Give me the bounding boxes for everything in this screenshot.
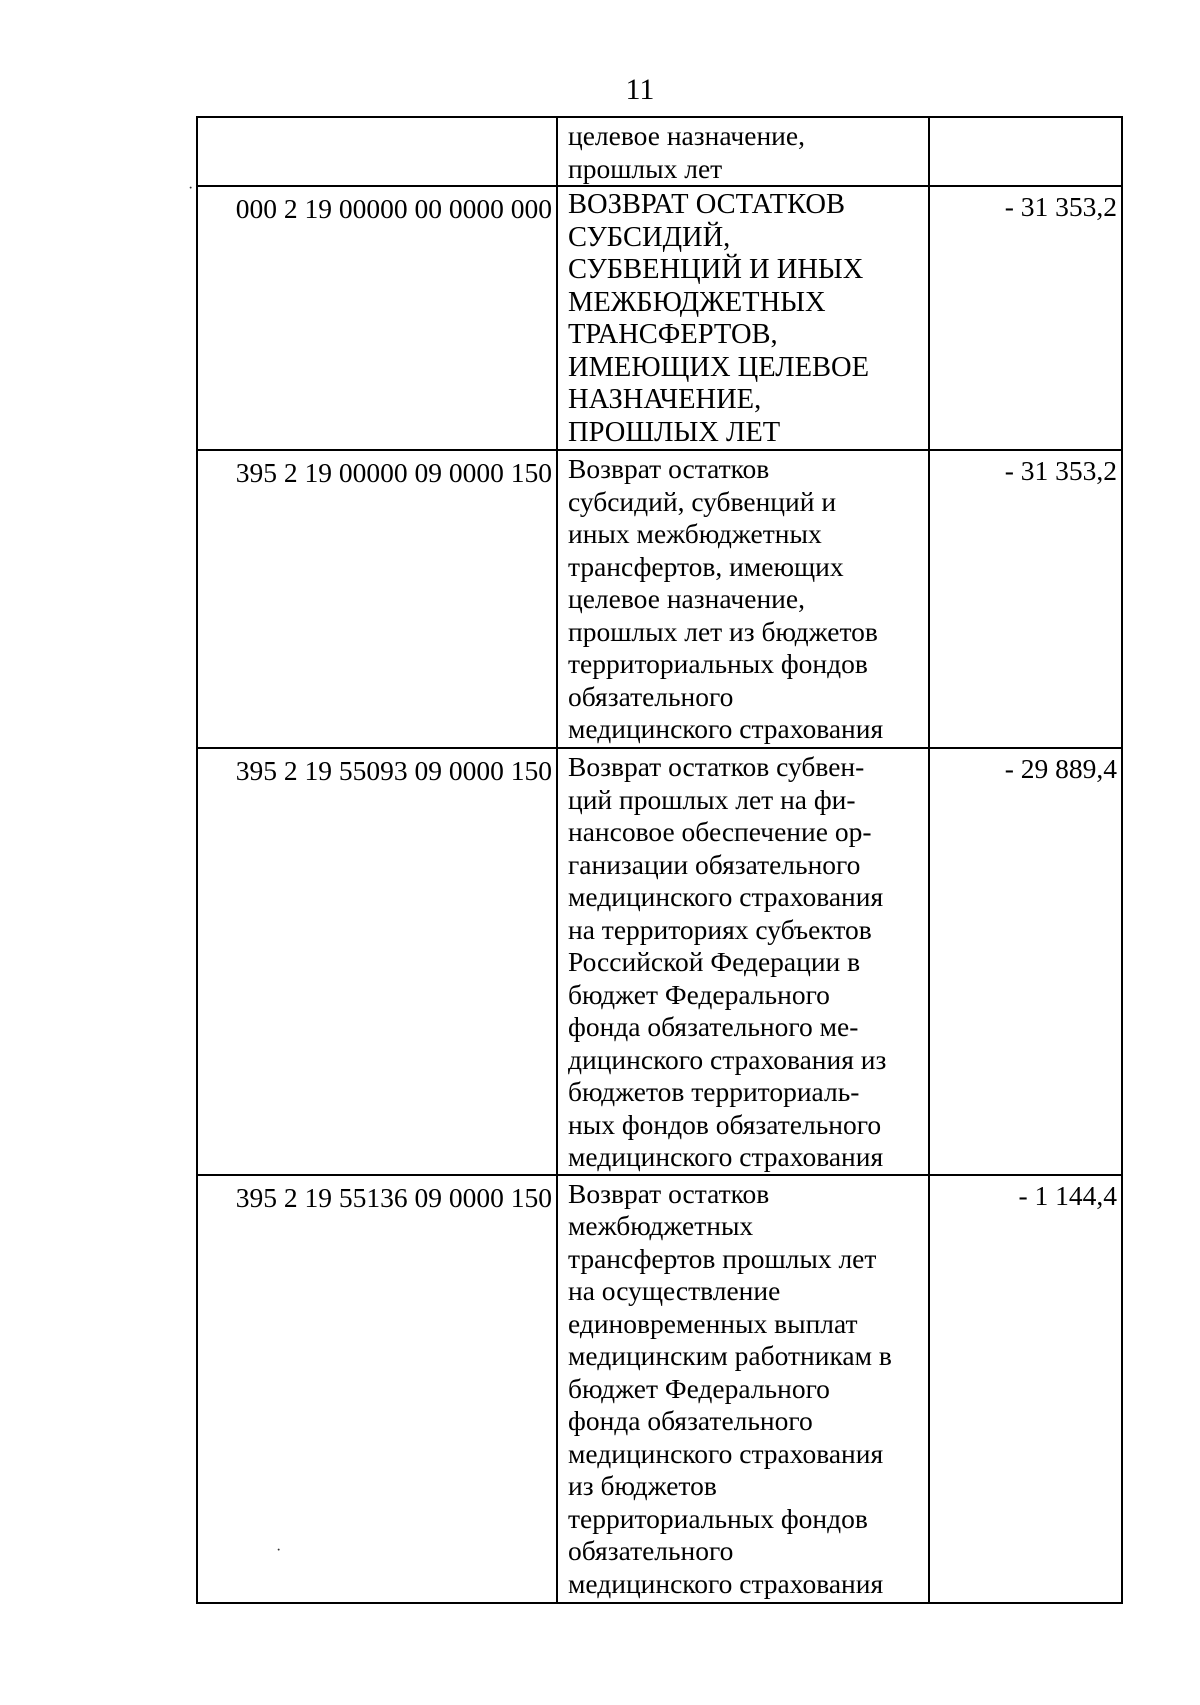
description-line: фонда обязательного bbox=[568, 1405, 813, 1436]
description-line: медицинским работникам в bbox=[568, 1340, 892, 1371]
amount-cell bbox=[929, 117, 1122, 186]
description-line: ТРАНСФЕРТОВ, bbox=[568, 319, 778, 350]
description-line: Российской Федерации в bbox=[568, 946, 861, 977]
description-line: целевое назначение, bbox=[568, 583, 805, 614]
description-line: прошлых лет bbox=[568, 152, 723, 184]
amount-cell: - 29 889,4 bbox=[929, 748, 1122, 1175]
description-line: Возврат остатков bbox=[568, 453, 770, 484]
budget-code-cell: 395 2 19 00000 09 0000 150 bbox=[197, 450, 557, 748]
table-row bbox=[197, 1175, 1122, 1603]
description-line: обязательного bbox=[568, 680, 734, 712]
table-row bbox=[197, 186, 1122, 450]
revenue-table bbox=[196, 116, 1123, 1604]
description-line: медицинского страхования bbox=[568, 1141, 884, 1172]
description-line: дицинского страхования из bbox=[568, 1043, 887, 1075]
description-line: ных фондов обязательного bbox=[568, 1108, 882, 1140]
description-line: ПРОШЛЫХ ЛЕТ bbox=[568, 416, 781, 448]
description-line: территориальных фондов bbox=[568, 1502, 868, 1534]
description-line: из бюджетов bbox=[568, 1470, 717, 1501]
description-line: бюджетов территориаль- bbox=[568, 1076, 860, 1107]
description-line: прошлых лет из бюджетов bbox=[568, 615, 878, 647]
description-line: нансовое обеспечение ор- bbox=[568, 816, 872, 847]
description-line: медицинского страхования bbox=[568, 881, 884, 912]
description-line: ганизации обязательного bbox=[568, 848, 861, 880]
budget-code-cell bbox=[197, 117, 557, 186]
description-cell bbox=[557, 117, 929, 186]
description-line: ций прошлых лет на фи- bbox=[568, 783, 856, 815]
description-line: обязательного bbox=[568, 1535, 734, 1566]
description-line: территориальных фондов bbox=[568, 648, 868, 679]
description-cell bbox=[557, 450, 929, 748]
table-row bbox=[197, 450, 1122, 748]
budget-table bbox=[196, 116, 1123, 1604]
description-line: субсидий, субвенций и bbox=[568, 485, 837, 517]
description-line: целевое назначение, bbox=[568, 120, 805, 151]
budget-code-cell: 395 2 19 55093 09 0000 150 bbox=[197, 748, 557, 1175]
scan-speck: · bbox=[276, 1542, 282, 1559]
amount-cell: - 31 353,2 bbox=[929, 450, 1122, 748]
amount-cell: - 31 353,2 bbox=[929, 186, 1122, 450]
description-line: межбюджетных bbox=[568, 1210, 754, 1241]
table-row bbox=[197, 117, 1122, 186]
description-line: фонда обязательного ме- bbox=[568, 1011, 859, 1042]
amount-cell: - 1 144,4 bbox=[929, 1175, 1122, 1603]
description-line: бюджет Федерального bbox=[568, 978, 830, 1010]
description-line: ВОЗВРАТ ОСТАТКОВ bbox=[568, 189, 845, 220]
scan-speck: · bbox=[188, 180, 194, 197]
description-line: Возврат остатков субвен- bbox=[568, 751, 865, 782]
description-line: медицинского страхования bbox=[568, 1437, 884, 1469]
budget-code-cell: 395 2 19 55136 09 0000 150 bbox=[197, 1175, 557, 1603]
description-line: на осуществление bbox=[568, 1275, 781, 1306]
description-cell bbox=[557, 186, 929, 450]
description-line: на территориях субъектов bbox=[568, 913, 872, 945]
description-line: СУБВЕНЦИЙ И ИНЫХ bbox=[568, 254, 864, 285]
table-row bbox=[197, 748, 1122, 1175]
description-line: Возврат остатков bbox=[568, 1177, 770, 1209]
description-line: ИМЕЮЩИХ ЦЕЛЕВОЕ bbox=[568, 351, 870, 383]
description-line: трансфертов, имеющих bbox=[568, 550, 844, 582]
description-line: бюджет Федерального bbox=[568, 1372, 830, 1404]
budget-code-cell: 000 2 19 00000 00 0000 000 bbox=[197, 186, 557, 450]
description-cell bbox=[557, 1175, 929, 1603]
description-line: МЕЖБЮДЖЕТНЫХ bbox=[568, 286, 826, 318]
page-number: 11 bbox=[625, 73, 655, 106]
description-line: медицинского страхования bbox=[568, 1567, 884, 1599]
description-line: НАЗНАЧЕНИЕ, bbox=[568, 384, 762, 415]
description-line: трансфертов прошлых лет bbox=[568, 1242, 877, 1274]
description-line: медицинского страхования bbox=[568, 713, 884, 744]
description-line: СУБСИДИЙ, bbox=[568, 221, 731, 253]
description-line: единовременных выплат bbox=[568, 1307, 858, 1339]
description-cell bbox=[557, 748, 929, 1175]
description-line: иных межбюджетных bbox=[568, 518, 822, 549]
